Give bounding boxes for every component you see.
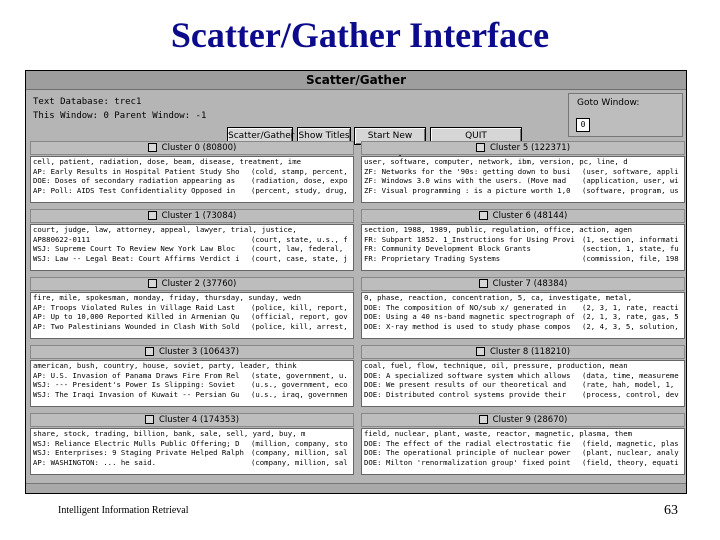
document-title-text: AP: WASHINGTON: ... he said. bbox=[33, 457, 157, 467]
cluster-keywords: fire, mile, spokesman, monday, friday, thursday, sunday, wedn bbox=[33, 293, 301, 302]
scatter-gather-window bbox=[25, 70, 687, 494]
cluster-document-title[interactable] bbox=[31, 322, 353, 332]
document-title-text: DOE: A specialized software system which allows bbox=[364, 370, 571, 380]
cluster-panel bbox=[30, 277, 354, 339]
document-keywords-text: (u.s., government, eco bbox=[251, 380, 348, 390]
document-keywords-text: (2, 3, 1, rate, reacti bbox=[582, 302, 679, 312]
goto-window-label: Goto Window: bbox=[577, 98, 640, 108]
document-keywords-text: (police, kill, report, bbox=[251, 302, 348, 312]
cluster-header-label: Cluster 5 (122371) bbox=[489, 143, 571, 153]
start-new-query-button[interactable]: Start New bbox=[354, 127, 426, 145]
document-keywords-text: (cold, stamp, percent, bbox=[251, 166, 348, 176]
cluster-document-list bbox=[30, 156, 354, 203]
document-title-text: AP880622-0111 bbox=[33, 234, 91, 244]
cluster-document-title[interactable] bbox=[31, 458, 353, 468]
cluster-header-label: Cluster 9 (28670) bbox=[492, 415, 568, 425]
document-keywords-text: (court, case, state, j bbox=[251, 253, 348, 263]
document-title-text: AP: Two Palestinians Wounded in Clash With Sold bbox=[33, 321, 240, 331]
document-title-text: ZF: Visual programming : is a picture worth 1,0 bbox=[364, 185, 571, 195]
cluster-document-title[interactable] bbox=[31, 244, 353, 254]
cluster-header[interactable] bbox=[361, 345, 685, 359]
cluster-panel bbox=[361, 141, 685, 203]
document-keywords-text: (data, time, measureme bbox=[582, 370, 679, 380]
cluster-panel bbox=[361, 345, 685, 407]
cluster-panel bbox=[30, 413, 354, 475]
cluster-document-title[interactable] bbox=[31, 235, 353, 245]
slide-title: Scatter/Gather Interface bbox=[170, 15, 550, 55]
document-keywords-text: (plant, nuclear, analy bbox=[582, 448, 679, 458]
cluster-document-list bbox=[30, 428, 354, 475]
cluster-header[interactable] bbox=[361, 277, 685, 291]
text-database-label: Text Database: trec1 bbox=[33, 97, 142, 107]
cluster-keywords: coal, fuel, flow, technique, oil, pressure, production, mean bbox=[364, 361, 628, 370]
document-title-text: DOE: X-ray method is used to study phase compos bbox=[364, 321, 571, 331]
cluster-select-checkbox[interactable] bbox=[479, 279, 488, 288]
cluster-document-title[interactable] bbox=[362, 322, 684, 332]
cluster-document-title[interactable] bbox=[362, 254, 684, 264]
cluster-header-label: Cluster 6 (48144) bbox=[492, 211, 568, 221]
document-title-text: AP: Troops Violated Rules in Village Raid Last bbox=[33, 302, 236, 312]
cluster-select-checkbox[interactable] bbox=[479, 211, 488, 220]
document-keywords-text: (user, software, appli bbox=[582, 166, 679, 176]
document-keywords-text: (2, 1, 3, rate, gas, 5 bbox=[582, 312, 679, 322]
cluster-document-title[interactable] bbox=[31, 371, 353, 381]
document-keywords-text: (police, kill, arrest, bbox=[251, 321, 348, 331]
document-title-text: WSJ: Law -- Legal Beat: Court Affirms Verdict i bbox=[33, 253, 240, 263]
cluster-document-list bbox=[30, 224, 354, 271]
cluster-document-list bbox=[361, 156, 685, 203]
cluster-document-title[interactable] bbox=[31, 303, 353, 313]
document-title-text: WSJ: Enterprises: 9 Staging Private Helped Ralph bbox=[33, 448, 244, 458]
document-title-text: FR: Subpart 1852. 1_Instructions for Using Provi bbox=[364, 234, 575, 244]
document-keywords-text: (million, company, sto bbox=[251, 438, 348, 448]
document-keywords-text: (field, theory, equati bbox=[582, 457, 679, 467]
document-keywords-text: (1, section, informati bbox=[582, 234, 679, 244]
cluster-panel bbox=[30, 209, 354, 271]
document-keywords-text: (official, report, gov bbox=[251, 312, 348, 322]
document-title-text: AP: Up to 10,000 Reported Killed in Armenian Qu bbox=[33, 312, 240, 322]
document-title-text: DOE: The effect of the radial electrostatic fie bbox=[364, 438, 571, 448]
document-title-text: DOE: Using a 40 ns-band magnetic spectrograph of bbox=[364, 312, 575, 322]
show-titles-button[interactable]: Show Titles bbox=[297, 127, 351, 145]
cluster-keywords: cell, patient, radiation, dose, beam, disease, treatment, ime bbox=[33, 157, 301, 166]
document-keywords-text: (field, magnetic, plas bbox=[582, 438, 679, 448]
footer-text: Intelligent Information Retrieval bbox=[58, 505, 189, 516]
cluster-document-title[interactable] bbox=[362, 244, 684, 254]
cluster-document-list bbox=[361, 224, 685, 271]
cluster-document-title[interactable] bbox=[362, 390, 684, 400]
document-title-text: ZF: Windows 3.0 wins with the users. (Move mad bbox=[364, 176, 567, 186]
cluster-keywords: 0, phase, reaction, concentration, 5, ca, investigate, metal, bbox=[364, 293, 632, 302]
cluster-select-checkbox[interactable] bbox=[476, 143, 485, 152]
document-keywords-text: (company, million, sal bbox=[251, 448, 348, 458]
document-title-text: DOE: Doses of secondary radiation appearing as bbox=[33, 176, 236, 186]
cluster-header[interactable] bbox=[30, 345, 354, 359]
window-title: Scatter/Gather bbox=[26, 71, 686, 90]
document-keywords-text: (court, state, u.s., f bbox=[251, 234, 348, 244]
document-title-text: DOE: Distributed control systems provide their bbox=[364, 389, 567, 399]
page-number: 63 bbox=[664, 503, 678, 518]
cluster-panel bbox=[361, 209, 685, 271]
document-title-text: DOE: We present results of our theoretical and bbox=[364, 380, 567, 390]
document-keywords-text: (section, 1, state, fu bbox=[582, 244, 679, 254]
document-keywords-text: (radiation, dose, expo bbox=[251, 176, 348, 186]
cluster-document-title[interactable] bbox=[31, 186, 353, 196]
cluster-document-title[interactable] bbox=[362, 186, 684, 196]
cluster-header-label: Cluster 4 (174353) bbox=[158, 415, 240, 425]
horizontal-scrollbar[interactable] bbox=[26, 483, 686, 494]
cluster-header[interactable] bbox=[361, 141, 685, 155]
document-title-text: WSJ: Supreme Court To Review New York Law Bloc bbox=[33, 244, 236, 254]
cluster-header[interactable] bbox=[361, 413, 685, 427]
quit-button[interactable]: QUIT bbox=[430, 127, 522, 145]
cluster-document-title[interactable] bbox=[362, 235, 684, 245]
document-keywords-text: (process, control, dev bbox=[582, 389, 679, 399]
cluster-select-checkbox[interactable] bbox=[476, 347, 485, 356]
cluster-document-title[interactable] bbox=[362, 458, 684, 468]
cluster-document-title[interactable] bbox=[362, 167, 684, 177]
cluster-document-list bbox=[361, 428, 685, 475]
document-title-text: DOE: Milton 'renormalization group' fixed point bbox=[364, 457, 571, 467]
cluster-document-title[interactable] bbox=[31, 380, 353, 390]
goto-window-input[interactable]: 0 bbox=[576, 118, 590, 132]
cluster-document-title[interactable] bbox=[362, 448, 684, 458]
document-title-text: DOE: The operational principle of nuclear power bbox=[364, 448, 571, 458]
cluster-header[interactable] bbox=[30, 141, 354, 155]
cluster-document-list bbox=[30, 360, 354, 407]
cluster-document-list bbox=[361, 292, 685, 339]
cluster-header-label: Cluster 7 (48384) bbox=[492, 279, 568, 289]
cluster-document-title[interactable] bbox=[362, 371, 684, 381]
document-title-text: WSJ: Reliance Electric Mulls Public Offering; D bbox=[33, 438, 240, 448]
document-title-text: WSJ: The Iraqi Invasion of Kuwait -- Persian Gu bbox=[33, 389, 240, 399]
goto-window-panel bbox=[568, 93, 683, 137]
cluster-document-title[interactable] bbox=[362, 312, 684, 322]
cluster-keywords: american, bush, country, house, soviet, party, leader, think bbox=[33, 361, 297, 370]
cluster-header[interactable] bbox=[30, 277, 354, 291]
document-keywords-text: (u.s., iraq, governmen bbox=[251, 389, 348, 399]
cluster-select-checkbox[interactable] bbox=[148, 143, 157, 152]
cluster-header-label: Cluster 3 (106437) bbox=[158, 347, 240, 357]
document-keywords-text: (court, law, federal, bbox=[251, 244, 344, 254]
document-keywords-text: (application, user, wi bbox=[582, 176, 679, 186]
cluster-header-label: Cluster 8 (118210) bbox=[489, 347, 571, 357]
cluster-header-label: Cluster 0 (80800) bbox=[161, 143, 237, 153]
cluster-panel bbox=[30, 345, 354, 407]
scatter-gather-button[interactable]: Scatter/Gather bbox=[227, 127, 293, 145]
document-title-text: AP: Poll: AIDS Test Confidentiality Opposed in bbox=[33, 185, 236, 195]
cluster-header[interactable] bbox=[30, 209, 354, 223]
cluster-header-label: Cluster 1 (73084) bbox=[161, 211, 237, 221]
cluster-keywords: user, software, computer, network, ibm, version, pc, line, d bbox=[364, 157, 628, 166]
cluster-document-title[interactable] bbox=[362, 303, 684, 313]
cluster-select-checkbox[interactable] bbox=[145, 347, 154, 356]
document-title-text: AP: Early Results in Hospital Patient Study Sho bbox=[33, 166, 240, 176]
cluster-select-checkbox[interactable] bbox=[479, 415, 488, 424]
cluster-document-title[interactable] bbox=[31, 439, 353, 449]
cluster-keywords: field, nuclear, plant, waste, reactor, magnetic, plasma, them bbox=[364, 429, 632, 438]
document-keywords-text: (commission, file, 198 bbox=[582, 253, 679, 263]
cluster-document-title[interactable] bbox=[31, 254, 353, 264]
cluster-document-title[interactable] bbox=[362, 176, 684, 186]
cluster-header[interactable] bbox=[361, 209, 685, 223]
cluster-select-checkbox[interactable] bbox=[148, 211, 157, 220]
document-keywords-text: (percent, study, drug, bbox=[251, 185, 348, 195]
cluster-document-title[interactable] bbox=[362, 380, 684, 390]
cluster-document-list bbox=[30, 292, 354, 339]
cluster-header[interactable] bbox=[30, 413, 354, 427]
document-title-text: FR: Community Development Block Grants bbox=[364, 244, 531, 254]
cluster-panel bbox=[361, 277, 685, 339]
cluster-document-title[interactable] bbox=[31, 312, 353, 322]
document-title-text: AP: U.S. Invasion of Panama Draws Fire From Rel bbox=[33, 370, 240, 380]
cluster-keywords: section, 1988, 1989, public, regulation, office, action, agen bbox=[364, 225, 632, 234]
cluster-document-title[interactable] bbox=[31, 167, 353, 177]
document-keywords-text: (2, 4, 3, 5, solution, bbox=[582, 321, 679, 331]
document-keywords-text: (company, million, sal bbox=[251, 457, 348, 467]
cluster-keywords: court, judge, law, attorney, appeal, lawyer, trial, justice, bbox=[33, 225, 297, 234]
document-title-text: ZF: Networks for the '90s: getting down to busi bbox=[364, 166, 571, 176]
cluster-select-checkbox[interactable] bbox=[145, 415, 154, 424]
document-keywords-text: (state, government, u. bbox=[251, 370, 348, 380]
cluster-header-label: Cluster 2 (37760) bbox=[161, 279, 237, 289]
cluster-panel bbox=[30, 141, 354, 203]
window-info-label: This Window: 0 Parent Window: -1 bbox=[33, 111, 207, 121]
cluster-document-title[interactable] bbox=[31, 448, 353, 458]
cluster-panel bbox=[361, 413, 685, 475]
cluster-keywords: share, stock, trading, billion, bank, sale, sell, yard, buy, m bbox=[33, 429, 306, 438]
cluster-document-list bbox=[361, 360, 685, 407]
cluster-document-title[interactable] bbox=[31, 390, 353, 400]
document-title-text: WSJ: --- President's Power Is Slipping: Soviet bbox=[33, 380, 236, 390]
cluster-document-title[interactable] bbox=[31, 176, 353, 186]
document-keywords-text: (rate, hah, model, 1, bbox=[582, 380, 675, 390]
document-title-text: FR: Proprietary Trading Systems bbox=[364, 253, 501, 263]
cluster-select-checkbox[interactable] bbox=[148, 279, 157, 288]
document-keywords-text: (software, program, us bbox=[582, 185, 679, 195]
document-title-text: DOE: The composition of NO/sub x/ generated in bbox=[364, 302, 567, 312]
cluster-document-title[interactable] bbox=[362, 439, 684, 449]
